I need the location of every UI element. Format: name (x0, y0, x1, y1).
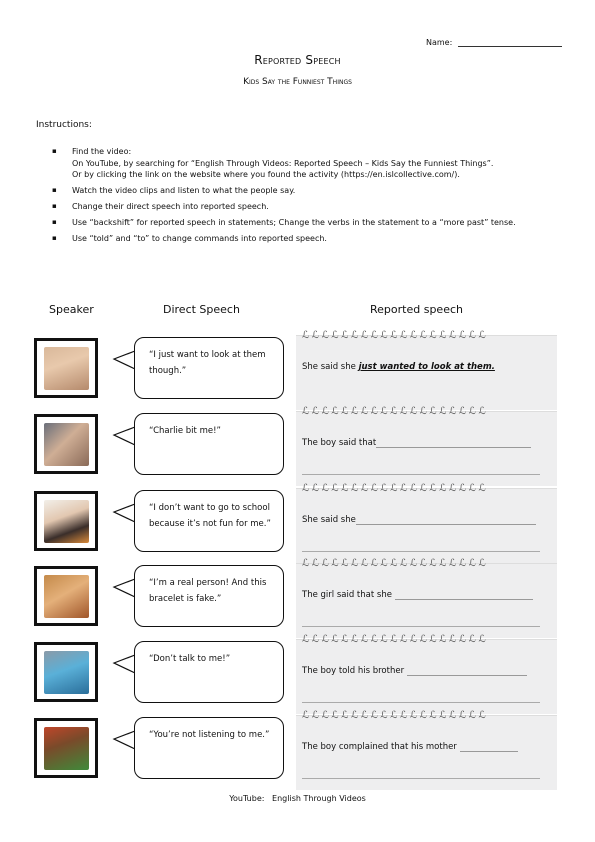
reported-speech-line[interactable] (302, 742, 518, 752)
instruction-text: Find the video: On YouTube, by searching for “English Through Videos: Reported Speech – Kids Say the Funniest Things”. Or by clicking the link on the website where you found the activity (https://en.islcollective.com/). (72, 147, 494, 179)
answer-blank-line[interactable] (302, 551, 540, 552)
reported-prompt: The boy told his brother (302, 666, 407, 676)
answer-blank[interactable] (376, 438, 531, 448)
direct-speech-bubble: “I just want to look at them though.” (134, 337, 284, 399)
reported-speech-notepad[interactable] (296, 710, 557, 790)
reported-speech-notepad[interactable] (296, 406, 557, 486)
speaker-photo (44, 347, 89, 390)
instruction-item: ▪ Change their direct speech into reported speech. (52, 202, 269, 211)
instruction-text: Watch the video clips and listen to what the people say. (72, 186, 296, 195)
worksheet-row (34, 406, 557, 481)
reported-speech-line[interactable] (302, 666, 527, 676)
reported-answer: just wanted to look at them. (358, 362, 495, 372)
reported-prompt: She said she (302, 362, 359, 372)
worksheet-row (34, 330, 557, 405)
instruction-item: ▪ Watch the video clips and listen to what the people say. (52, 186, 296, 195)
column-header-speaker: Speaker (49, 303, 94, 316)
speaker-photo (44, 727, 89, 770)
direct-speech-bubble: “You’re not listening to me.” (134, 717, 284, 779)
name-label: Name: (426, 38, 455, 47)
reported-speech-notepad[interactable] (296, 483, 557, 563)
worksheet-row (34, 710, 557, 785)
instruction-text: Use “told” and “to” to change commands into reported speech. (72, 234, 327, 243)
reported-prompt: The boy complained that his mother (302, 742, 460, 752)
instruction-item: ▪ Find the video: On YouTube, by searching for “English Through Videos: Reported Speech – Kids Say the Funniest Things”. Or by clicking the link on the website where you found the activity (https://en.islcollective.com/). (52, 147, 494, 179)
reported-speech-notepad[interactable] (296, 330, 557, 410)
answer-blank-line[interactable] (302, 778, 540, 779)
direct-speech-bubble: “I don’t want to go to school because it’s not fun for me.” (134, 490, 284, 552)
reported-speech-line[interactable] (302, 438, 531, 448)
instruction-item: ▪ Use “told” and “to” to change commands into reported speech. (52, 234, 327, 243)
instructions-heading: Instructions: (36, 120, 92, 130)
name-field[interactable] (426, 37, 562, 47)
footer-credit: YouTube: English Through Videos (229, 794, 366, 803)
worksheet-row (34, 483, 557, 558)
reported-speech-notepad[interactable] (296, 634, 557, 714)
reported-speech-line[interactable] (302, 590, 533, 600)
page-subtitle: Kids Say the Funniest Things (243, 77, 352, 87)
speaker-photo (44, 651, 89, 694)
speaker-photo-frame (34, 566, 98, 626)
column-header-direct: Direct Speech (163, 303, 240, 316)
spiral-binding-icon: ℒℒℒℒℒℒℒℒℒℒℒℒℒℒℒℒℒℒℒ (302, 483, 489, 494)
speaker-photo-frame (34, 642, 98, 702)
spiral-binding-icon: ℒℒℒℒℒℒℒℒℒℒℒℒℒℒℒℒℒℒℒ (302, 558, 489, 569)
answer-blank-line[interactable] (302, 702, 540, 703)
speaker-photo (44, 575, 89, 618)
answer-blank-line[interactable] (302, 626, 540, 627)
spiral-binding-icon: ℒℒℒℒℒℒℒℒℒℒℒℒℒℒℒℒℒℒℒ (302, 710, 489, 721)
direct-speech-bubble: “Don’t talk to me!” (134, 641, 284, 703)
instructions-list (52, 146, 552, 249)
instruction-text: Change their direct speech into reported speech. (72, 202, 269, 211)
worksheet-row (34, 634, 557, 709)
answer-blank[interactable] (407, 666, 527, 676)
answer-blank-line[interactable] (302, 474, 540, 475)
answer-blank[interactable] (356, 515, 536, 525)
speaker-photo-frame (34, 414, 98, 474)
answer-blank[interactable] (460, 742, 518, 752)
spiral-binding-icon: ℒℒℒℒℒℒℒℒℒℒℒℒℒℒℒℒℒℒℒ (302, 634, 489, 645)
speaker-photo (44, 423, 89, 466)
speaker-photo-frame (34, 491, 98, 551)
name-blank[interactable] (458, 37, 562, 47)
direct-speech-bubble: “I’m a real person! And this bracelet is fake.” (134, 565, 284, 627)
direct-speech-bubble: “Charlie bit me!” (134, 413, 284, 475)
spiral-binding-icon: ℒℒℒℒℒℒℒℒℒℒℒℒℒℒℒℒℒℒℒ (302, 330, 489, 341)
answer-blank[interactable] (395, 590, 533, 600)
page-title: Reported Speech (254, 53, 341, 67)
reported-speech-line (302, 362, 495, 372)
instruction-text: Use “backshift” for reported speech in statements; Change the verbs in the statement to a “more past” tense. (72, 218, 516, 227)
column-header-reported: Reported speech (370, 303, 463, 316)
reported-speech-notepad[interactable] (296, 558, 557, 638)
speaker-photo-frame (34, 338, 98, 398)
instruction-item: ▪ Use “backshift” for reported speech in statements; Change the verbs in the statement to a “more past” tense. (52, 218, 516, 227)
reported-prompt: The girl said that she (302, 590, 395, 600)
reported-prompt: The boy said that (302, 438, 377, 448)
reported-prompt: She said she (302, 515, 356, 525)
spiral-binding-icon: ℒℒℒℒℒℒℒℒℒℒℒℒℒℒℒℒℒℒℒ (302, 406, 489, 417)
speaker-photo-frame (34, 718, 98, 778)
worksheet-row (34, 558, 557, 633)
reported-speech-line[interactable] (302, 515, 536, 525)
speaker-photo (44, 500, 89, 543)
